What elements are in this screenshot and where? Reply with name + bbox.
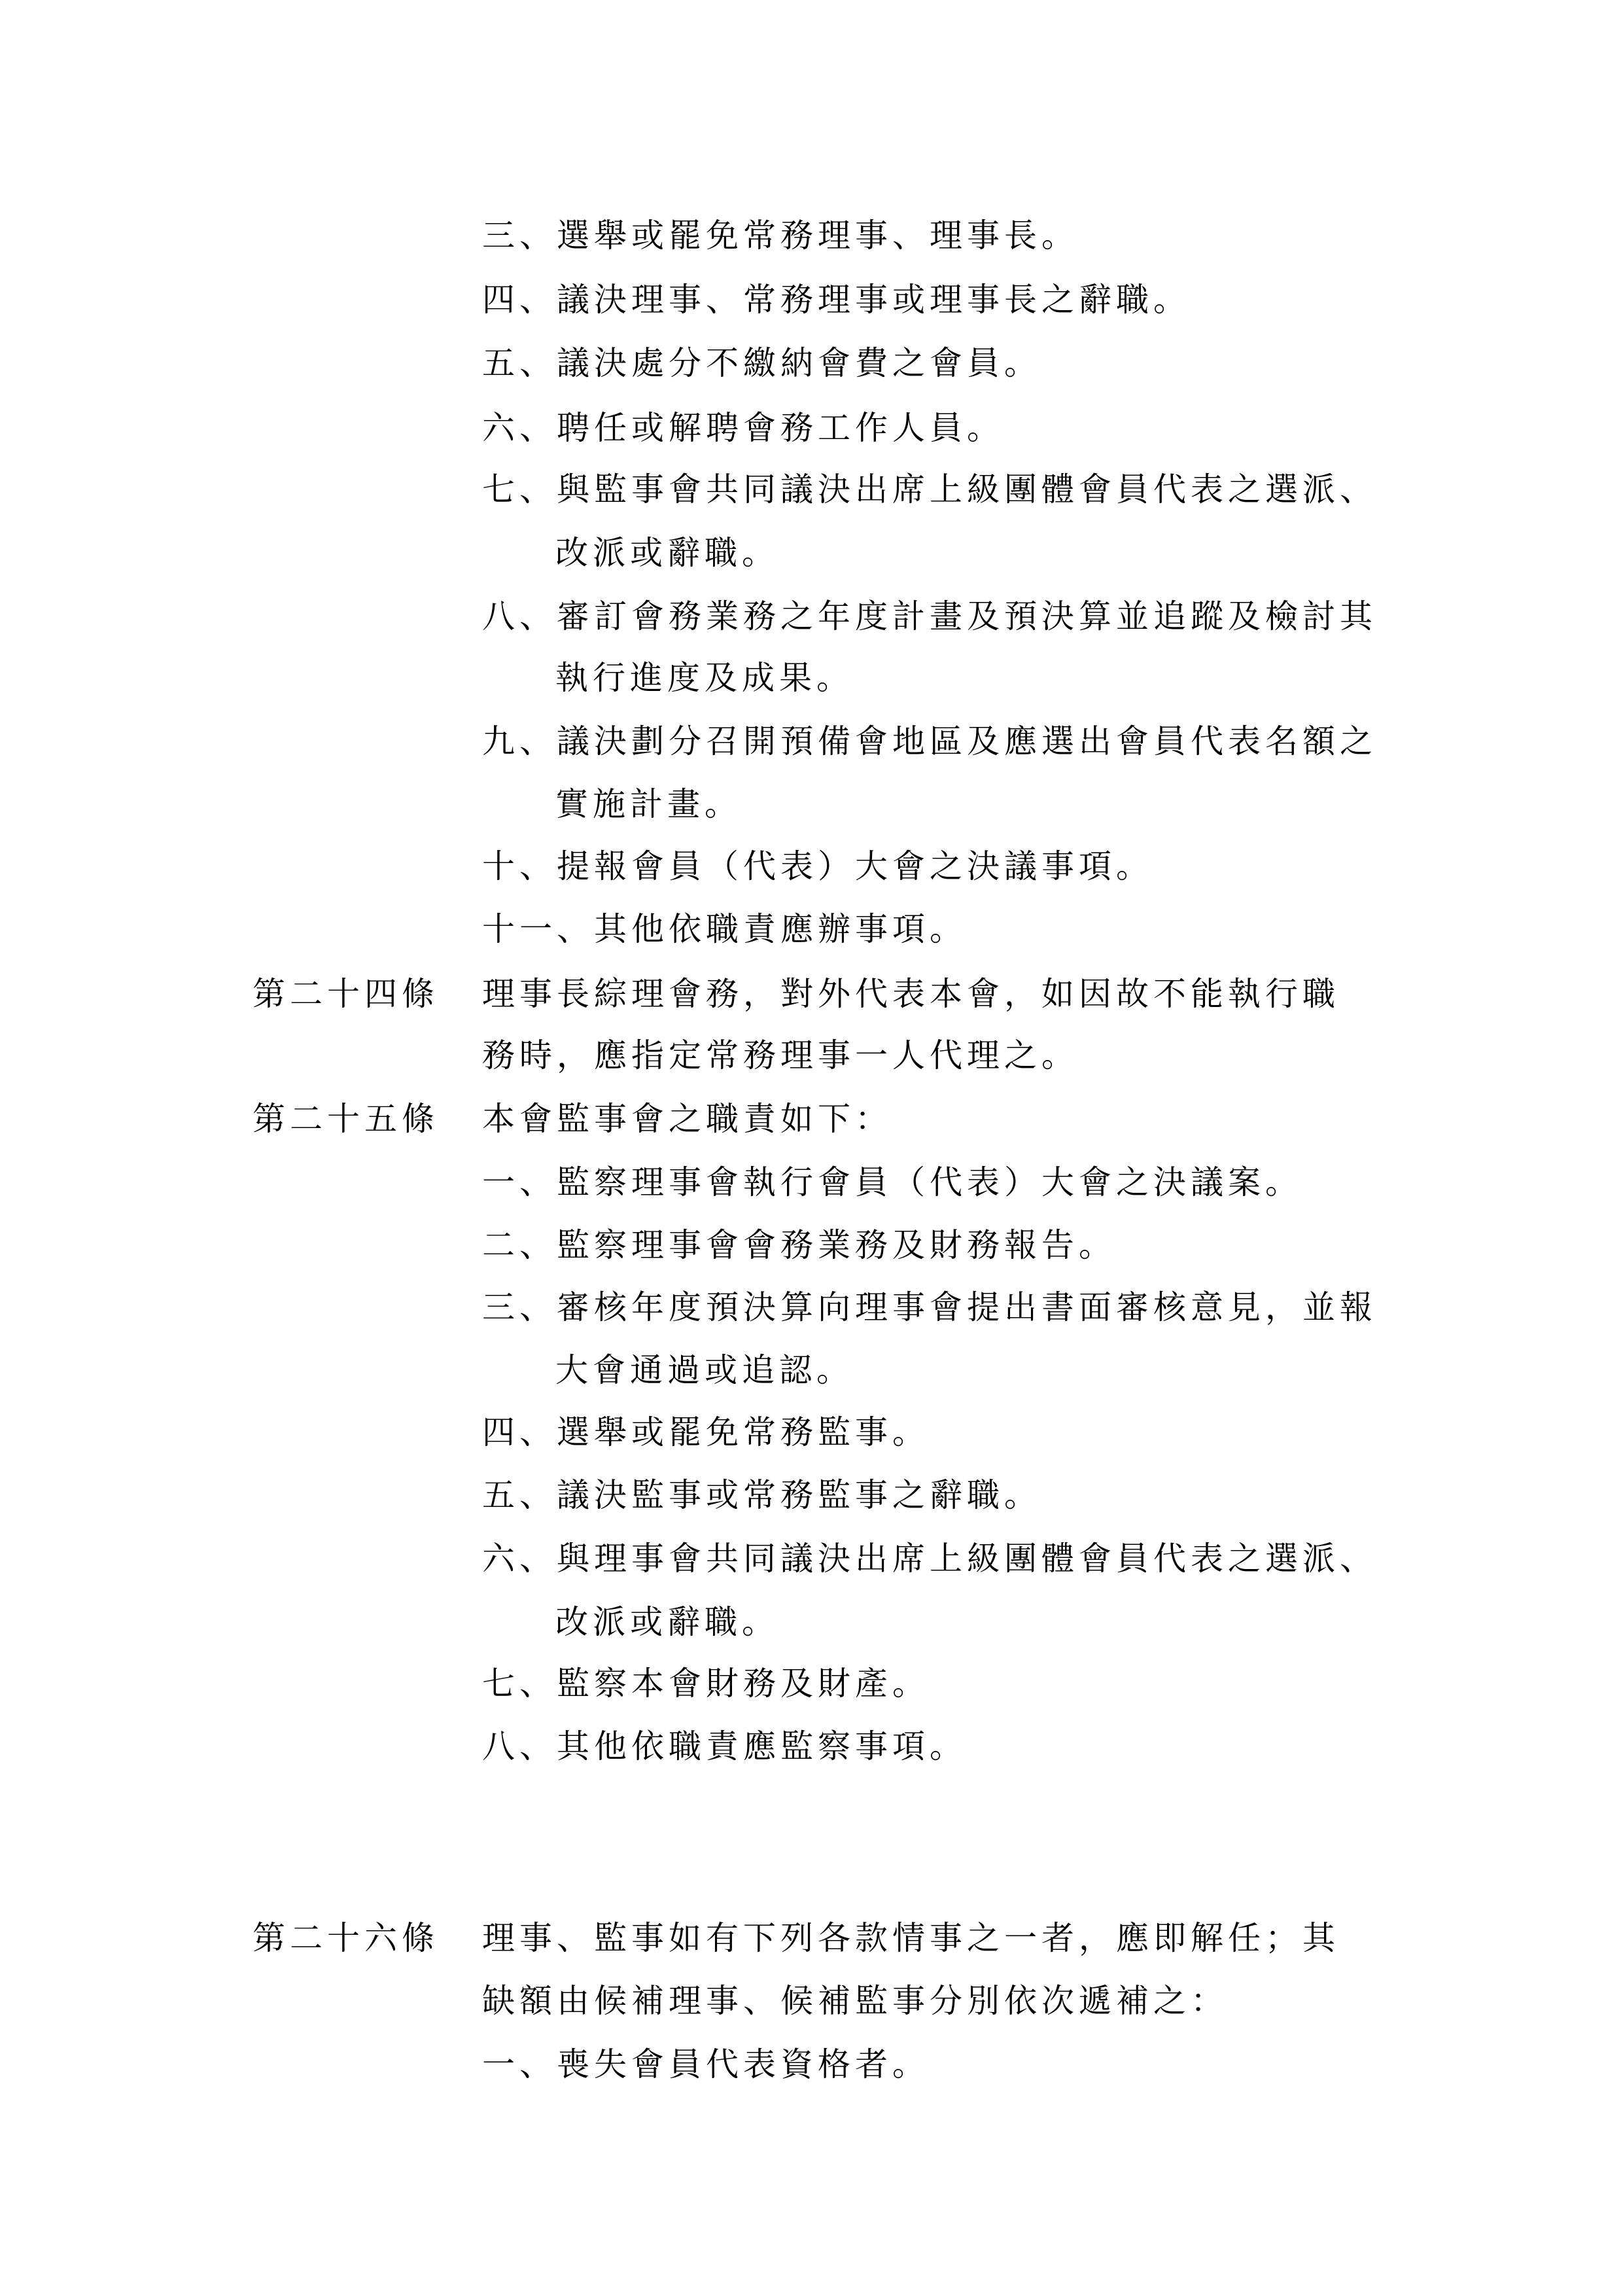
article-label: 第二十四條 <box>253 975 439 1013</box>
list-item: 六、聘任或解聘會務工作人員。 <box>482 409 1004 447</box>
list-item: 六、與理事會共同議決出席上級團體會員代表之選派、 <box>482 1540 1377 1578</box>
list-item-continuation: 執行進度及成果。 <box>555 659 854 697</box>
list-item: 三、選舉或罷免常務理事、理事長。 <box>482 217 1079 255</box>
list-item: 八、審訂會務業務之年度計畫及預決算並追蹤及檢討其 <box>482 597 1377 635</box>
article-text-continuation: 缺額由候補理事、候補監事分別依次遞補之： <box>482 1982 1228 2020</box>
list-item: 二、監察理事會會務業務及財務報告。 <box>482 1226 1116 1264</box>
article-text: 理事、監事如有下列各款情事之一者，應即解任；其 <box>482 1919 1340 1957</box>
list-item: 三、審核年度預決算向理事會提出書面審核意見，並報 <box>482 1288 1377 1326</box>
list-item: 十、提報會員（代表）大會之決議事項。 <box>482 847 1153 885</box>
list-item-continuation: 大會通過或追認。 <box>555 1351 854 1389</box>
list-item: 七、與監事會共同議決出席上級團體會員代表之選派、 <box>482 470 1377 508</box>
list-item: 八、其他依職責應監察事項。 <box>482 1727 967 1765</box>
article-text: 理事長綜理會務，對外代表本會，如因故不能執行職 <box>482 975 1340 1013</box>
list-item: 九、議決劃分召開預備會地區及應選出會員代表名額之 <box>482 722 1377 760</box>
list-item: 五、議決監事或常務監事之辭職。 <box>482 1476 1041 1514</box>
article-text: 本會監事會之職責如下： <box>482 1100 892 1138</box>
list-item: 五、議決處分不繳納會費之會員。 <box>482 344 1041 382</box>
list-item: 四、選舉或罷免常務監事。 <box>482 1413 930 1451</box>
list-item: 一、監察理事會執行會員（代表）大會之決議案。 <box>482 1163 1302 1201</box>
list-item: 十一、其他依職責應辦事項。 <box>482 910 967 948</box>
list-item-continuation: 改派或辭職。 <box>555 1603 779 1641</box>
article-label: 第二十五條 <box>253 1100 439 1138</box>
list-item-continuation: 改派或辭職。 <box>555 534 779 572</box>
list-item: 四、議決理事、常務理事或理事長之辭職。 <box>482 281 1191 319</box>
article-label: 第二十六條 <box>253 1919 439 1957</box>
list-item: 一、喪失會員代表資格者。 <box>482 2045 930 2083</box>
list-item: 七、監察本會財務及財產。 <box>482 1665 930 1703</box>
list-item-continuation: 實施計畫。 <box>555 785 742 823</box>
article-text-continuation: 務時，應指定常務理事一人代理之。 <box>482 1036 1079 1074</box>
